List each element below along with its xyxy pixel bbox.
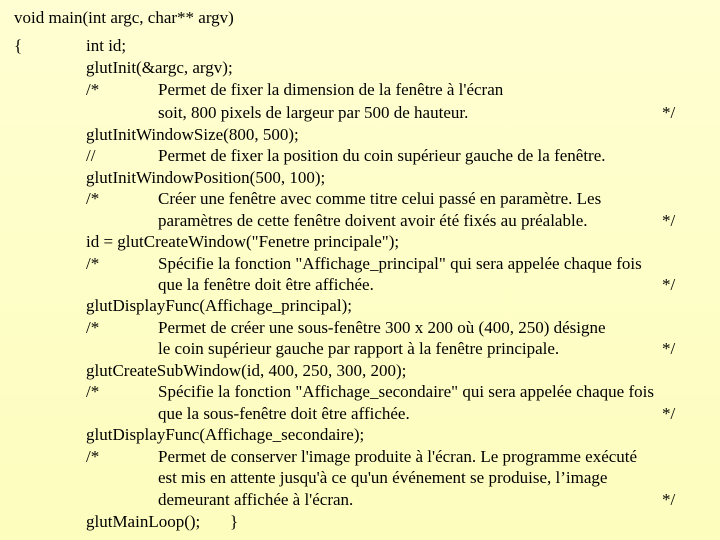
code-line: glutCreateSubWindow(id, 400, 250, 300, 200); bbox=[86, 361, 407, 380]
code-line: int id; bbox=[86, 36, 127, 55]
close-brace: } bbox=[230, 512, 239, 531]
comment-text: demeurant affichée à l'écran. bbox=[158, 490, 354, 509]
comment-end-marker: */ bbox=[662, 404, 676, 423]
comment-end-marker: */ bbox=[662, 103, 676, 122]
comment-end-marker: */ bbox=[662, 275, 676, 294]
comment-text: paramètres de cette fenêtre doivent avoir été fixés au préalable. bbox=[158, 211, 588, 230]
comment-marker: /* bbox=[86, 382, 100, 401]
code-line: glutInit(&argc, argv); bbox=[86, 58, 233, 77]
comment-marker: // bbox=[86, 146, 96, 165]
comment-text: le coin supérieur gauche par rapport à la fenêtre principale. bbox=[158, 339, 560, 358]
comment-end-marker: */ bbox=[662, 490, 676, 509]
comment-text: soit, 800 pixels de largeur par 500 de hauteur. bbox=[158, 103, 469, 122]
code-line: glutInitWindowPosition(500, 100); bbox=[86, 168, 326, 187]
comment-marker: /* bbox=[86, 254, 100, 273]
comment-text: Spécifie la fonction "Affichage_principal" qui sera appelée chaque fois bbox=[158, 254, 642, 273]
comment-text: est mis en attente jusqu'à ce qu'un événement se produise, l’image bbox=[158, 468, 608, 487]
code-line: glutMainLoop(); bbox=[86, 512, 201, 531]
comment-marker: /* bbox=[86, 189, 100, 208]
comment-marker: /* bbox=[86, 447, 100, 466]
comment-text: Permet de conserver l'image produite à l'écran. Le programme exécuté bbox=[158, 447, 638, 466]
code-line: glutInitWindowSize(800, 500); bbox=[86, 125, 299, 144]
comment-text: que la sous-fenêtre doit être affichée. bbox=[158, 404, 410, 423]
function-signature: void main(int argc, char** argv) bbox=[14, 8, 234, 27]
code-line: glutDisplayFunc(Affichage_secondaire); bbox=[86, 425, 365, 444]
comment-end-marker: */ bbox=[662, 211, 676, 230]
comment-text: Spécifie la fonction "Affichage_secondaire" qui sera appelée chaque fois bbox=[158, 382, 654, 401]
code-line: id = glutCreateWindow("Fenetre principale"); bbox=[86, 232, 400, 251]
comment-text: que la fenêtre doit être affichée. bbox=[158, 275, 374, 294]
comment-text: Permet de fixer la position du coin supérieur gauche de la fenêtre. bbox=[158, 146, 606, 165]
comment-text: Permet de fixer la dimension de la fenêtre à l'écran bbox=[158, 80, 504, 99]
comment-marker: /* bbox=[86, 318, 100, 337]
comment-marker: /* bbox=[86, 80, 100, 99]
comment-text: Créer une fenêtre avec comme titre celui passé en paramètre. Les bbox=[158, 189, 602, 208]
comment-text: Permet de créer une sous-fenêtre 300 x 200 où (400, 250) désigne bbox=[158, 318, 606, 337]
open-brace: { bbox=[14, 36, 23, 55]
code-line: glutDisplayFunc(Affichage_principal); bbox=[86, 296, 352, 315]
comment-end-marker: */ bbox=[662, 339, 676, 358]
